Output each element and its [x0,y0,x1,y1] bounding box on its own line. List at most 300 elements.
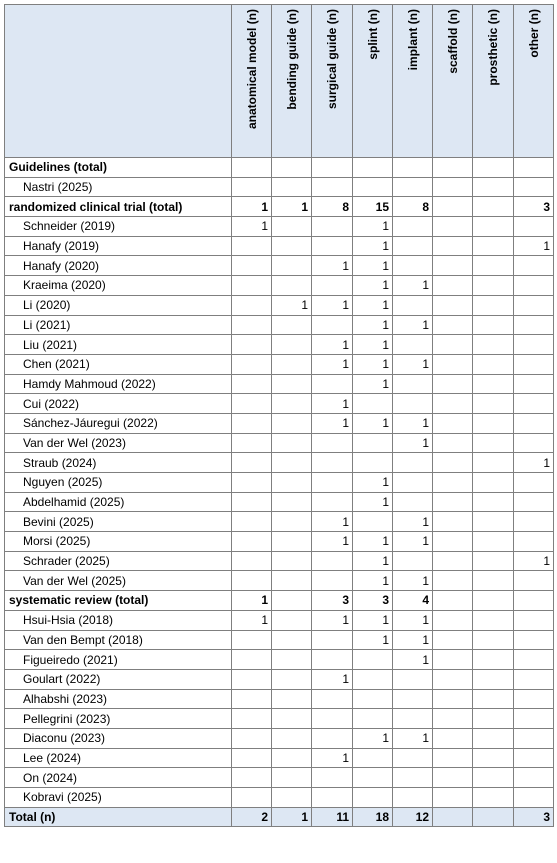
count-cell [514,532,554,552]
count-cell [272,630,312,650]
count-cell [433,315,473,335]
count-cell: 1 [272,197,312,217]
count-cell [473,728,514,748]
count-cell [272,650,312,670]
count-cell [272,669,312,689]
column-header: surgical guide (n) [312,5,353,158]
count-cell [312,788,353,808]
count-cell: 1 [514,551,554,571]
count-cell [232,158,272,178]
count-cell: 1 [353,295,393,315]
count-cell [514,650,554,670]
count-cell: 1 [353,374,393,394]
count-cell: 1 [393,276,433,296]
table-row [5,394,554,414]
table-row [5,768,554,788]
table-row [5,473,554,493]
table-row [5,413,554,433]
count-cell [393,709,433,729]
row-label: Nguyen (2025) [5,473,232,493]
count-cell: 8 [393,197,433,217]
table-row [5,295,554,315]
count-cell: 1 [353,532,393,552]
count-cell: 1 [393,315,433,335]
count-cell: 1 [353,256,393,276]
count-cell [312,728,353,748]
count-cell [514,413,554,433]
count-cell: 1 [393,512,433,532]
grand-total-row [5,807,554,827]
count-cell [514,354,554,374]
count-cell [514,433,554,453]
count-cell [473,807,514,827]
count-cell [232,768,272,788]
count-cell [353,748,393,768]
count-cell: 1 [353,571,393,591]
count-cell [393,492,433,512]
count-cell [232,295,272,315]
column-header: splint (n) [353,5,393,158]
count-cell [272,512,312,532]
count-cell [514,256,554,276]
count-cell [232,374,272,394]
row-label: Hanafy (2020) [5,256,232,276]
count-cell [393,453,433,473]
count-cell [433,551,473,571]
count-cell: 3 [353,591,393,611]
count-cell: 1 [353,315,393,335]
row-label: Abdelhamid (2025) [5,492,232,512]
count-cell [433,158,473,178]
count-cell [514,217,554,237]
count-cell [514,709,554,729]
count-cell: 2 [232,807,272,827]
count-cell [433,650,473,670]
row-label: Van den Bempt (2018) [5,630,232,650]
count-cell [272,551,312,571]
count-cell [433,689,473,709]
count-cell [473,630,514,650]
table-row [5,374,554,394]
count-cell [312,650,353,670]
count-cell [433,276,473,296]
count-cell: 1 [232,217,272,237]
count-cell [514,748,554,768]
count-cell [433,571,473,591]
count-cell [393,177,433,197]
count-cell [393,158,433,178]
count-cell [312,492,353,512]
count-cell [473,177,514,197]
row-label: Li (2020) [5,295,232,315]
table-row [5,453,554,473]
count-cell [353,689,393,709]
count-cell [473,532,514,552]
count-cell: 3 [514,197,554,217]
column-header: prosthetic (n) [473,5,514,158]
count-cell [433,788,473,808]
count-cell: 1 [232,591,272,611]
count-cell [272,492,312,512]
count-cell [272,768,312,788]
header-row [5,5,554,158]
row-label: randomized clinical trial (total) [5,197,232,217]
row-label: Lee (2024) [5,748,232,768]
count-cell [272,256,312,276]
count-cell [272,532,312,552]
count-cell [473,256,514,276]
count-cell: 1 [353,473,393,493]
row-label: Kobravi (2025) [5,788,232,808]
count-cell [473,650,514,670]
count-cell [433,256,473,276]
count-cell [473,571,514,591]
count-cell [433,669,473,689]
count-cell: 11 [312,807,353,827]
count-cell [312,177,353,197]
count-cell [473,453,514,473]
count-cell [473,512,514,532]
count-cell [433,374,473,394]
count-cell [393,374,433,394]
row-label: Schrader (2025) [5,551,232,571]
count-cell [433,630,473,650]
column-header: other (n) [514,5,554,158]
count-cell: 1 [353,276,393,296]
count-cell [353,512,393,532]
count-cell: 1 [272,295,312,315]
count-cell [473,669,514,689]
row-label: Nastri (2025) [5,177,232,197]
count-cell [473,768,514,788]
count-cell: 1 [353,728,393,748]
count-cell: 15 [353,197,393,217]
count-cell: 3 [514,807,554,827]
count-cell [272,315,312,335]
count-cell [433,512,473,532]
count-cell [514,335,554,355]
count-cell [433,728,473,748]
count-cell [312,473,353,493]
count-cell: 1 [353,413,393,433]
count-cell: 1 [312,748,353,768]
count-cell [272,610,312,630]
count-cell [433,295,473,315]
count-cell [312,276,353,296]
count-cell: 1 [312,413,353,433]
count-cell [473,788,514,808]
count-cell [272,709,312,729]
count-cell: 1 [353,630,393,650]
count-cell: 1 [312,532,353,552]
count-cell [433,177,473,197]
count-cell [473,236,514,256]
count-cell: 1 [393,571,433,591]
count-cell [272,217,312,237]
count-cell [433,591,473,611]
count-cell [473,433,514,453]
count-cell [393,394,433,414]
row-label: Straub (2024) [5,453,232,473]
count-cell: 1 [312,512,353,532]
count-cell [312,315,353,335]
count-cell [272,394,312,414]
count-cell [272,689,312,709]
count-cell [353,650,393,670]
count-cell [393,256,433,276]
count-cell [473,335,514,355]
count-cell [272,354,312,374]
count-cell [312,217,353,237]
table-row [5,669,554,689]
count-cell: 12 [393,807,433,827]
table-row [5,630,554,650]
count-cell [232,512,272,532]
count-cell [353,394,393,414]
table-row [5,236,554,256]
row-label: Goulart (2022) [5,669,232,689]
table-row [5,217,554,237]
count-cell [473,413,514,433]
count-cell [232,335,272,355]
count-cell [312,551,353,571]
count-cell: 1 [353,236,393,256]
row-label: Schneider (2019) [5,217,232,237]
count-cell [272,413,312,433]
count-cell: 1 [353,354,393,374]
count-cell: 1 [312,610,353,630]
count-cell [232,433,272,453]
count-cell: 1 [312,256,353,276]
count-cell [272,591,312,611]
count-cell [232,453,272,473]
table-row [5,748,554,768]
count-cell [393,788,433,808]
count-cell [433,354,473,374]
row-label: Alhabshi (2023) [5,689,232,709]
count-cell [393,689,433,709]
count-cell [514,630,554,650]
count-cell: 1 [393,413,433,433]
table-row [5,689,554,709]
count-cell [272,335,312,355]
count-cell [232,689,272,709]
count-cell [514,669,554,689]
table-row [5,276,554,296]
count-cell [514,768,554,788]
count-cell [232,571,272,591]
count-cell [232,354,272,374]
count-cell [433,433,473,453]
row-label: Sánchez-Jáuregui (2022) [5,413,232,433]
count-cell [514,512,554,532]
row-label: Kraeima (2020) [5,276,232,296]
count-cell [433,413,473,433]
count-cell [433,532,473,552]
count-cell [232,492,272,512]
table-body [5,158,554,827]
count-cell [473,492,514,512]
count-cell [312,158,353,178]
count-cell [514,158,554,178]
count-cell [514,591,554,611]
group-total-row [5,197,554,217]
count-cell [514,315,554,335]
count-cell [514,177,554,197]
count-cell: 1 [353,492,393,512]
count-cell [272,748,312,768]
count-cell [353,433,393,453]
count-cell [393,236,433,256]
count-cell [232,669,272,689]
count-cell [433,453,473,473]
count-cell: 4 [393,591,433,611]
count-cell: 1 [353,551,393,571]
count-cell: 3 [312,591,353,611]
count-cell [473,295,514,315]
count-cell [393,669,433,689]
column-header: anatomical model (n) [232,5,272,158]
count-cell [473,610,514,630]
table-row [5,709,554,729]
table-row [5,788,554,808]
count-cell [433,492,473,512]
count-cell [393,217,433,237]
count-cell [473,689,514,709]
count-cell [312,453,353,473]
count-cell [312,689,353,709]
count-cell: 1 [393,630,433,650]
group-total-row [5,591,554,611]
table-row [5,610,554,630]
count-cell [232,413,272,433]
count-cell [272,453,312,473]
count-cell [353,768,393,788]
count-cell [232,630,272,650]
count-cell [393,768,433,788]
count-cell [433,335,473,355]
count-cell: 1 [393,433,433,453]
table-row [5,315,554,335]
count-cell [232,748,272,768]
row-label: systematic review (total) [5,591,232,611]
table-row [5,335,554,355]
count-cell: 1 [353,217,393,237]
count-cell [232,473,272,493]
table-row [5,551,554,571]
count-cell [393,295,433,315]
column-header: bending guide (n) [272,5,312,158]
count-cell [473,394,514,414]
row-label: Hamdy Mahmoud (2022) [5,374,232,394]
count-cell [353,453,393,473]
count-cell: 1 [232,610,272,630]
count-cell [514,571,554,591]
count-cell [393,551,433,571]
count-cell [272,374,312,394]
count-cell [312,236,353,256]
count-cell: 1 [393,610,433,630]
count-cell [433,197,473,217]
count-cell: 18 [353,807,393,827]
count-cell: 1 [232,197,272,217]
count-cell [473,748,514,768]
row-label: Guidelines (total) [5,158,232,178]
count-cell: 1 [272,807,312,827]
count-cell: 1 [353,610,393,630]
count-cell [514,610,554,630]
column-header: implant (n) [393,5,433,158]
count-cell [433,473,473,493]
count-cell [272,571,312,591]
count-cell [514,492,554,512]
count-cell: 1 [393,728,433,748]
count-cell: 1 [312,354,353,374]
count-cell [272,728,312,748]
table-row [5,512,554,532]
count-cell [473,197,514,217]
row-label: On (2024) [5,768,232,788]
count-cell [272,276,312,296]
count-cell [473,551,514,571]
count-cell [433,709,473,729]
row-label: Diaconu (2023) [5,728,232,748]
count-cell [232,276,272,296]
count-cell [232,177,272,197]
count-cell: 1 [514,453,554,473]
count-cell [232,788,272,808]
count-cell: 1 [312,394,353,414]
header-corner-cell [5,5,232,158]
table-row [5,354,554,374]
count-cell [433,217,473,237]
row-label: Bevini (2025) [5,512,232,532]
count-cell [473,158,514,178]
count-cell [353,177,393,197]
count-cell [433,768,473,788]
count-cell: 1 [312,669,353,689]
row-label: Cui (2022) [5,394,232,414]
count-cell [473,276,514,296]
count-cell [473,315,514,335]
count-cell [312,374,353,394]
count-cell [514,689,554,709]
count-cell [232,650,272,670]
count-cell: 1 [312,335,353,355]
count-cell [312,630,353,650]
count-cell [312,709,353,729]
count-cell [272,788,312,808]
count-cell [272,473,312,493]
count-cell [514,276,554,296]
table-row [5,532,554,552]
count-cell: 1 [393,650,433,670]
count-cell [473,709,514,729]
count-cell [514,788,554,808]
table-row [5,256,554,276]
count-cell [473,217,514,237]
count-cell [473,473,514,493]
count-cell [353,709,393,729]
row-label: Figueiredo (2021) [5,650,232,670]
count-cell [433,236,473,256]
count-cell: 1 [514,236,554,256]
table-row [5,571,554,591]
row-label: Morsi (2025) [5,532,232,552]
count-cell [272,158,312,178]
count-cell [272,433,312,453]
count-cell [232,256,272,276]
